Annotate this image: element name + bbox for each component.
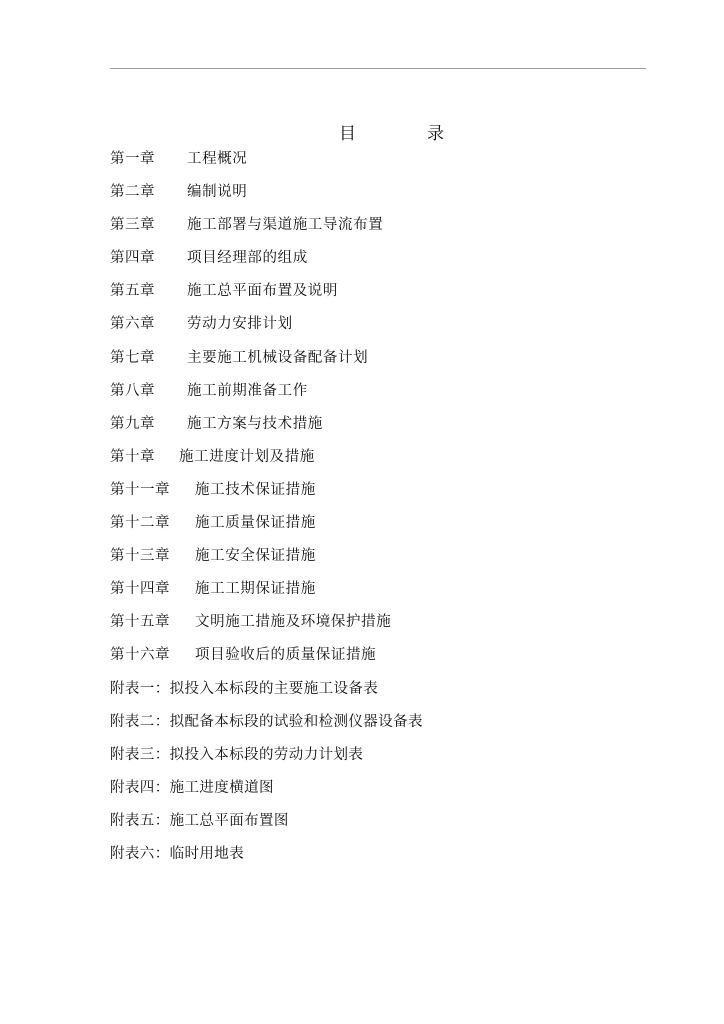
chapter-title: 施工部署与渠道施工导流布置: [187, 217, 384, 234]
chapter-number: 第二章: [110, 184, 155, 201]
appendix-title: 附表二：拟配备本标段的试验和检测仪器设备表: [110, 713, 423, 730]
toc-entry-chapter-6[interactable]: [110, 311, 650, 344]
chapter-number: 第十章: [110, 448, 155, 465]
toc-entry-chapter-1[interactable]: [110, 146, 650, 179]
chapter-number: 第九章: [110, 415, 155, 432]
toc-entry-chapter-5[interactable]: [110, 278, 650, 311]
toc-entry-chapter-15[interactable]: [110, 609, 650, 642]
chapter-title: 项目经理部的组成: [187, 250, 308, 267]
toc-entry-appendix-3[interactable]: [110, 742, 650, 775]
toc-entry-chapter-11[interactable]: [110, 477, 650, 510]
chapter-number: 第十五章: [110, 614, 170, 631]
chapter-number: 第三章: [110, 217, 155, 234]
chapter-title: 工程概况: [187, 151, 248, 167]
chapter-title: 编制说明: [187, 184, 248, 201]
chapter-title: 施工总平面布置及说明: [187, 283, 338, 300]
chapter-number: 第一章: [110, 151, 155, 167]
chapter-title: 施工技术保证措施: [195, 481, 316, 498]
toc-entry-appendix-2[interactable]: [110, 709, 650, 742]
chapter-title: 项目验收后的质量保证措施: [195, 647, 377, 664]
appendix-title: 附表六：临时用地表: [110, 845, 245, 862]
toc-entry-chapter-12[interactable]: [110, 510, 650, 543]
chapter-number: 第七章: [110, 349, 155, 366]
chapter-number: 第十一章: [110, 481, 170, 498]
header-rule: [110, 68, 646, 69]
toc-entry-chapter-4[interactable]: [110, 245, 650, 278]
chapter-title: 施工前期准备工作: [187, 382, 308, 399]
chapter-title: 主要施工机械设备配备计划: [187, 349, 369, 366]
toc-entry-appendix-1[interactable]: [110, 676, 650, 709]
chapter-title: 施工安全保证措施: [195, 548, 316, 565]
chapter-number: 第十二章: [110, 515, 170, 532]
chapter-title: 施工工期保证措施: [195, 581, 316, 598]
toc-entry-appendix-4[interactable]: [110, 775, 650, 808]
toc-entry-chapter-13[interactable]: [110, 543, 650, 576]
toc-list: [110, 146, 650, 874]
chapter-title: 文明施工措施及环境保护措施: [195, 614, 392, 631]
toc-entry-chapter-10[interactable]: [110, 444, 650, 477]
toc-title: [0, 122, 724, 146]
toc-entry-chapter-3[interactable]: [110, 212, 650, 245]
toc-title-char-1: 目: [339, 124, 356, 144]
toc-entry-chapter-7[interactable]: [110, 345, 650, 378]
toc-entry-chapter-8[interactable]: [110, 378, 650, 411]
appendix-title: 附表五：施工总平面布置图: [110, 812, 289, 829]
toc-entry-chapter-9[interactable]: [110, 411, 650, 444]
chapter-number: 第六章: [110, 316, 155, 333]
chapter-number: 第四章: [110, 250, 155, 267]
toc-entry-chapter-14[interactable]: [110, 576, 650, 609]
chapter-number: 第八章: [110, 382, 155, 399]
appendix-title: 附表四：施工进度横道图: [110, 779, 274, 796]
toc-entry-appendix-6[interactable]: [110, 841, 650, 874]
chapter-number: 第十六章: [110, 647, 170, 664]
chapter-number: 第十四章: [110, 581, 170, 598]
toc-entry-appendix-5[interactable]: [110, 808, 650, 841]
chapter-title: 施工方案与技术措施: [187, 415, 323, 432]
chapter-number: 第十三章: [110, 548, 170, 565]
appendix-title: 附表三：拟投入本标段的劳动力计划表: [110, 746, 364, 763]
chapter-number: 第五章: [110, 283, 155, 300]
toc-title-char-2: 录: [427, 124, 444, 144]
chapter-title: 劳动力安排计划: [187, 316, 293, 333]
chapter-title: 施工质量保证措施: [195, 515, 316, 532]
toc-entry-chapter-16[interactable]: [110, 642, 650, 675]
appendix-title: 附表一：拟投入本标段的主要施工设备表: [110, 680, 379, 697]
chapter-title: 施工进度计划及措施: [179, 448, 315, 465]
toc-entry-chapter-2[interactable]: [110, 179, 650, 212]
